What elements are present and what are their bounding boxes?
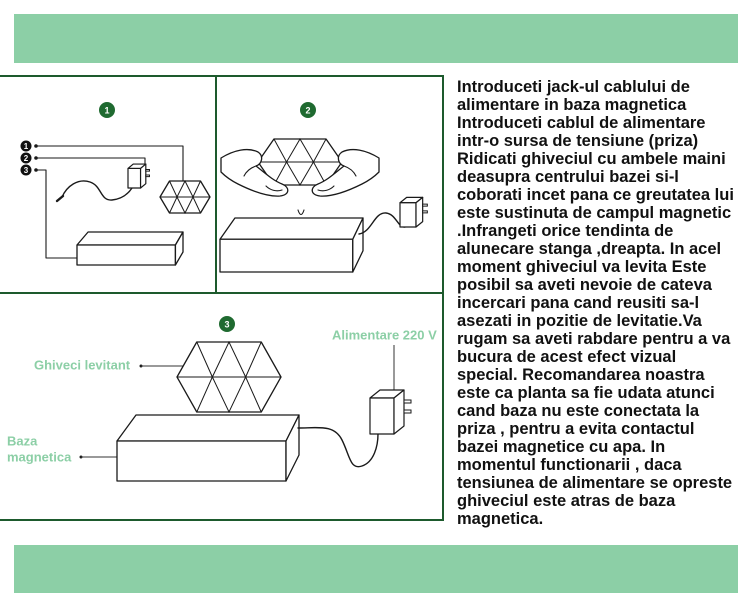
- instruction-line: moment ghiveciul va levita Este: [457, 258, 707, 276]
- power-adapter-icon: [400, 197, 427, 227]
- instruction-line: Ridicati ghiveciul cu ambele maini: [457, 150, 726, 168]
- instruction-line: Introduceti jack-ul cablului de: [457, 78, 690, 96]
- step-3-panel: [7, 316, 437, 481]
- step-1-panel: [21, 102, 211, 265]
- instruction-line: alimentare in baza magnetica: [457, 96, 687, 114]
- callout-1-number: 1: [23, 142, 29, 151]
- instruction-line: ghiveciul este atras de baza: [457, 492, 676, 510]
- step-2-badge-number: 2: [305, 105, 311, 116]
- base-label-line-2: magnetica: [7, 449, 72, 465]
- callout-2-number: 2: [23, 154, 29, 163]
- levitating-pot-icon: [160, 181, 210, 213]
- instruction-line: asezati in pozitie de levitatie.Va: [457, 312, 702, 330]
- instruction-line: magnetica.: [457, 510, 544, 528]
- step-3-badge-number: 3: [224, 319, 230, 330]
- pot-label: Ghiveci levitant: [34, 357, 131, 373]
- instruction-line: priza , pentru a evita contactul: [457, 420, 695, 438]
- instruction-line: posibil sa aveti nevoie de cateva: [457, 276, 712, 294]
- instruction-line: momentul functionarii , daca: [457, 456, 682, 474]
- magnetic-base-icon: [117, 415, 299, 481]
- instruction-line: .Infrangeti orice tendinta de: [457, 222, 674, 240]
- instruction-line: cand baza nu este conectata la: [457, 402, 700, 420]
- jack-plug: [57, 196, 63, 201]
- callout-2-leader: [36, 158, 145, 167]
- magnetic-base-icon: [77, 232, 183, 265]
- callout-3-leader: [36, 170, 78, 258]
- bottom-banner: [14, 545, 738, 593]
- power-label: Alimentare 220 V: [332, 327, 437, 343]
- step-1-badge-number: 1: [104, 105, 110, 116]
- callout-3-number: 3: [23, 166, 29, 175]
- power-adapter-icon: [128, 164, 149, 188]
- magnetic-base-icon: [220, 218, 363, 272]
- power-cable: [298, 428, 378, 467]
- instruction-line: este ca planta sa fie udata atunci: [457, 384, 715, 402]
- power-adapter-icon: [370, 390, 411, 434]
- instruction-line: tensiunea de alimentare se opreste: [457, 474, 733, 492]
- instruction-line: incercari pana cand reusiti sa-l: [457, 294, 700, 312]
- instruction-line: alunecare stanga ,dreapta. In acel: [457, 240, 722, 258]
- instructions-text: [457, 78, 747, 528]
- callout-3-dot: [34, 168, 38, 172]
- instruction-line: deasupra centrului bazei si-l: [457, 168, 679, 186]
- callout-1-dot: [34, 144, 38, 148]
- step-2-panel: [220, 102, 427, 272]
- base-label-line-1: Baza: [7, 433, 38, 449]
- instruction-line: intr-o sursa de tensiune (priza): [457, 132, 699, 150]
- callout-1-leader: [36, 146, 183, 182]
- instruction-line: rugam sa aveti rabdare pentru a va: [457, 330, 731, 348]
- center-mark-icon: [298, 210, 304, 215]
- instruction-line: este sustinuta de campul magnetic: [457, 204, 732, 222]
- instruction-line: bucura de acest efect vizual: [457, 348, 677, 366]
- callout-2-dot: [34, 156, 38, 160]
- instruction-line: bazei magnetice cu apa. In: [457, 438, 666, 456]
- instruction-line: Introduceti cablul de alimentare: [457, 114, 706, 132]
- power-cable: [359, 213, 405, 234]
- power-cable: [62, 181, 132, 200]
- instruction-line: special. Recomandarea noastra: [457, 366, 705, 384]
- levitating-pot-icon: [177, 342, 281, 412]
- instruction-line: coborati incet pana ce greutatea lui: [457, 186, 734, 204]
